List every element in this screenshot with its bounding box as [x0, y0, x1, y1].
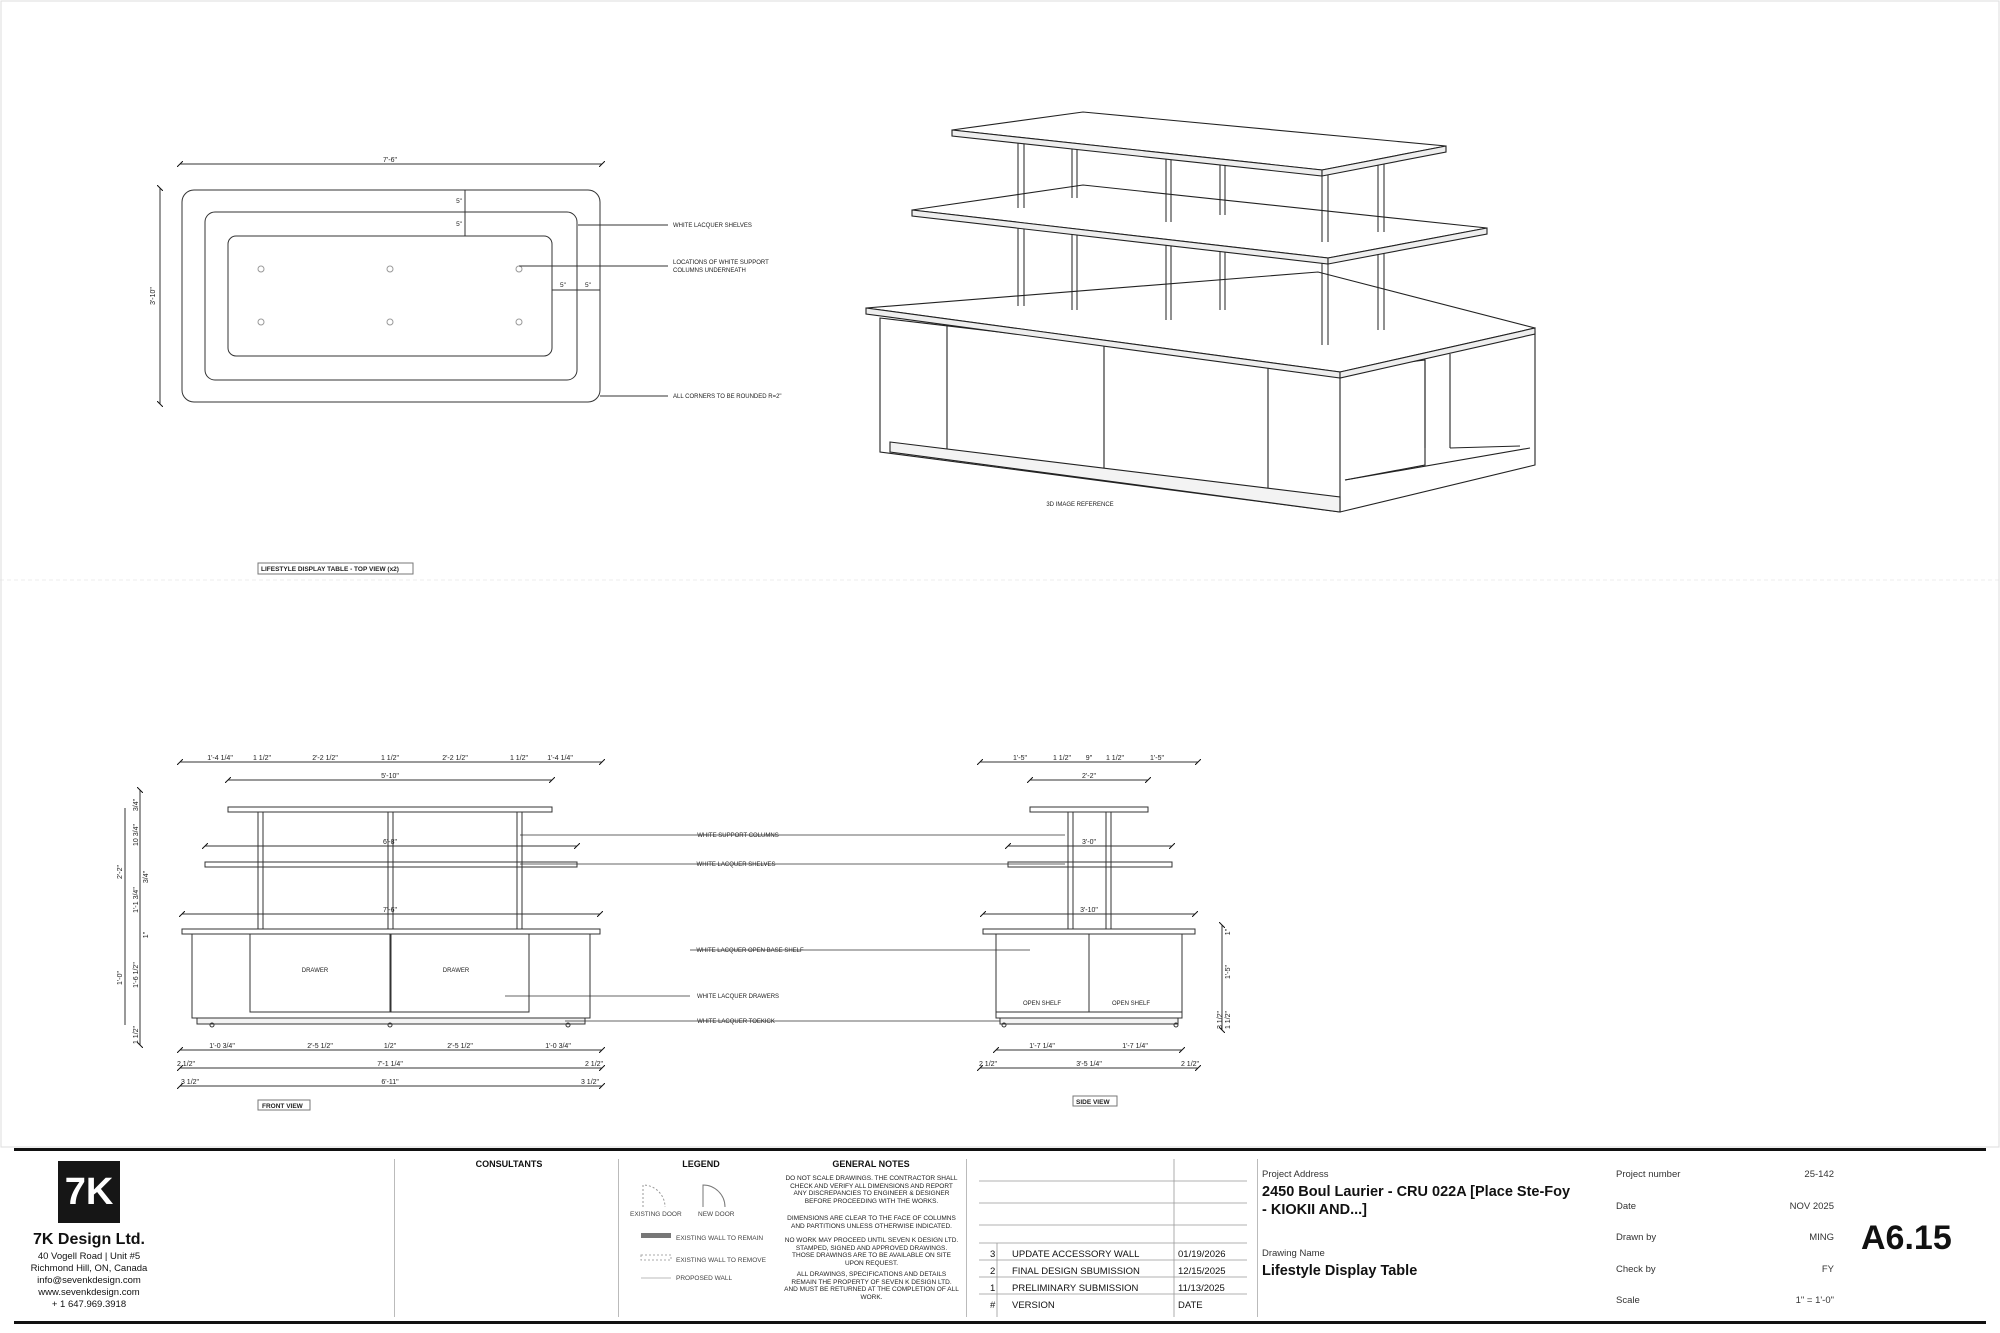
front-bottom-dim-2: 2'-5 1/2" [307, 1043, 333, 1050]
callout-shelves: WHITE LACQUER SHELVES [673, 223, 752, 229]
rev-header-desc: VERSION [1012, 1300, 1055, 1311]
rev-2-date: 12/15/2025 [1178, 1266, 1226, 1277]
side-shelf-width-1: 2'-2" [1082, 773, 1096, 780]
side-top-dim-4: 1 1/2" [1105, 755, 1125, 762]
legend-label: LEGEND [682, 1159, 720, 1169]
front-overall-6: 3 1/2" [580, 1079, 600, 1086]
dim-offset-4: 5" [585, 282, 591, 289]
front-left-dim-3: 3/4" [143, 870, 150, 884]
date-label: Date [1616, 1201, 1637, 1212]
dim-width: 7'-6" [383, 157, 397, 164]
front-left-dim-1: 3/4" [133, 798, 140, 812]
side-top-dim-1: 1'-5" [1013, 755, 1027, 762]
drawn-by-label: Drawn by [1616, 1232, 1657, 1243]
rev-1-desc: PRELIMINARY SUBMISSION [1012, 1283, 1139, 1294]
dim-offset-3: 5" [560, 282, 566, 289]
front-left-dim-8: 1'-6 1/2" [133, 962, 140, 988]
dim-offset-1: 5" [456, 198, 462, 205]
front-bottom-dim-1: 1'-0 3/4" [209, 1043, 235, 1050]
side-bottom-dim-1: 1'-7 1/4" [1029, 1043, 1055, 1050]
side-view-title: SIDE VIEW [1076, 1099, 1110, 1106]
legend-wall-remove: EXISTING WALL TO REMOVE [676, 1257, 766, 1264]
side-bottom-dim-4: 3'-5 1/4" [1076, 1061, 1102, 1068]
general-notes-label: GENERAL NOTES [832, 1159, 910, 1169]
iso-view [866, 112, 1535, 512]
front-left-dim-9: 1 1/2" [133, 1025, 140, 1045]
legend-symbols [639, 1177, 749, 1287]
company-name: 7K Design Ltd. [32, 1231, 145, 1248]
front-left-dim-2: 10 3/4" [133, 824, 140, 846]
side-bottom-dim-2: 1'-7 1/4" [1122, 1043, 1148, 1050]
front-overall-3: 2 1/2" [584, 1061, 604, 1068]
company-address [14, 1251, 164, 1311]
address-phone: + 1 647.969.3918 [51, 1299, 127, 1310]
side-bottom-dim-3: 2 1/2" [978, 1061, 998, 1068]
front-overall-2: 7'-1 1/4" [377, 1061, 403, 1068]
front-left-dim-6: 1" [143, 931, 150, 939]
consultants-label: CONSULTANTS [475, 1159, 543, 1169]
drawing-name: Lifestyle Display Table [1262, 1263, 1418, 1279]
side-top-dim-3: 9" [1085, 755, 1093, 762]
rev-3-num: 3 [990, 1249, 996, 1260]
open-shelf-label-1: OPEN SHELF [1022, 1001, 1062, 1007]
front-view-labels [117, 755, 604, 1110]
top-view [160, 164, 668, 574]
front-left-dim-5: 1'-1 3/4" [133, 887, 140, 913]
check-by-value: FY [1821, 1264, 1834, 1275]
rev-3-date: 01/19/2026 [1178, 1249, 1226, 1260]
top-view-labels [150, 157, 782, 573]
note-3: NO WORK MAY PROCEED UNTIL SEVEN K DESIGN LTD. STAMPED, SIGNED AND APPROVED DRAWINGS. THOSE DRAWINGS ARE TO BE AVAILABLE ON SITE UPON REQUEST. [784, 1237, 959, 1267]
legend-existing-door: EXISTING DOOR [630, 1211, 682, 1218]
rev-header-date: DATE [1178, 1300, 1203, 1311]
front-top-dim-2: 1 1/2" [252, 755, 272, 762]
side-top-dim-2: 1 1/2" [1052, 755, 1072, 762]
front-left-dim-7: 1'-0" [117, 971, 124, 985]
callout-columns-2: COLUMNS UNDERNEATH [673, 268, 746, 274]
note-4: ALL DRAWINGS, SPECIFICATIONS AND DETAILS REMAIN THE PROPERTY OF SEVEN K DESIGN LTD. AND MUST BE RETURNED AT THE COMPLETION OF ALL WORK. [784, 1271, 959, 1301]
front-view-title: FRONT VIEW [262, 1103, 303, 1110]
front-bottom-dim-5: 1'-0 3/4" [545, 1043, 571, 1050]
check-by-label: Check by [1616, 1264, 1656, 1275]
company-logo: 7K [58, 1161, 120, 1223]
project-number-label: Project number [1616, 1169, 1681, 1180]
callout-columns-1: LOCATIONS OF WHITE SUPPORT [673, 260, 769, 266]
front-top-dim-5: 2'-2 1/2" [442, 755, 468, 762]
side-right-dim-2: 1'-5" [1225, 965, 1232, 979]
revision-grid [969, 1159, 1249, 1319]
front-overall-1: 2 1/2" [176, 1061, 196, 1068]
address-email: info@sevenkdesign.com [37, 1275, 141, 1286]
legend-wall-remain: EXISTING WALL TO REMAIN [676, 1235, 764, 1242]
legend-proposed-wall: PROPOSED WALL [676, 1275, 733, 1282]
front-shelf-width-3: 7'-6" [383, 907, 397, 914]
front-bottom-dim-4: 2'-5 1/2" [447, 1043, 473, 1050]
drawn-by-value: MING [1809, 1232, 1834, 1243]
side-view [980, 762, 1222, 1106]
note-2: DIMENSIONS ARE CLEAR TO THE FACE OF COLUMNS AND PARTITIONS UNLESS OTHERWISE INDICATED. [787, 1215, 956, 1230]
front-bottom-dim-3: 1/2" [383, 1043, 397, 1050]
rev-1-num: 1 [990, 1283, 996, 1294]
callout-drawers: WHITE LACQUER DRAWERS [696, 994, 780, 1000]
rev-1-date: 11/13/2025 [1178, 1283, 1225, 1294]
project-address-label: Project Address [1262, 1169, 1329, 1180]
front-top-dim-6: 1 1/2" [509, 755, 529, 762]
front-top-dim-4: 1 1/2" [380, 755, 400, 762]
project-address-cont: - KIOKII AND...] [1262, 1202, 1367, 1218]
callout-toekick: WHITE LACQUER TOEKICK [697, 1019, 775, 1025]
front-left-dim-4: 2'-2" [117, 865, 124, 879]
mid-callout-labels [696, 833, 804, 1025]
drawing-name-label: Drawing Name [1262, 1248, 1325, 1259]
side-shelf-width-2: 3'-0" [1082, 839, 1096, 846]
front-top-dim-3: 2'-2 1/2" [312, 755, 338, 762]
date-value: NOV 2025 [1789, 1201, 1834, 1212]
top-view-title: LIFESTYLE DISPLAY TABLE - TOP VIEW (x2) [261, 566, 399, 573]
address-line-2: Richmond Hill, ON, Canada [30, 1263, 148, 1274]
front-shelf-width-2: 6'-8" [383, 839, 397, 846]
callout-open-base-shelf: WHITE LACQUER OPEN BASE SHELF [696, 948, 804, 954]
front-overall-4: 3 1/2" [180, 1079, 200, 1086]
scale-value: 1" = 1'-0" [1795, 1295, 1834, 1306]
scale-label: Scale [1616, 1295, 1640, 1306]
dim-offset-2: 5" [456, 221, 462, 228]
drawer-label-2: DRAWER [442, 968, 470, 974]
rev-header-num: # [990, 1300, 996, 1311]
title-block [14, 1148, 1986, 1324]
side-bottom-dim-5: 2 1/2" [1180, 1061, 1200, 1068]
drawer-label-1: DRAWER [301, 968, 329, 974]
mid-callouts [505, 835, 1065, 1021]
sheet-number: A6.15 [1861, 1219, 1952, 1257]
callout-corners: ALL CORNERS TO BE ROUNDED R=2" [673, 394, 782, 400]
callout-support-columns: WHITE SUPPORT COLUMNS [697, 833, 779, 839]
front-top-dim-1: 1'-4 1/4" [207, 755, 233, 762]
front-overall-5: 6'-11" [381, 1079, 399, 1086]
iso-view-title: 3D IMAGE REFERENCE [1046, 502, 1114, 508]
dim-depth: 3'-10" [150, 287, 157, 305]
side-top-dim-5: 1'-5" [1150, 755, 1164, 762]
side-right-dim-4: 3 1/2" [1217, 1010, 1224, 1030]
address-website: www.sevenkdesign.com [38, 1287, 140, 1298]
rev-3-desc: UPDATE ACCESSORY WALL [1012, 1249, 1140, 1260]
note-1: DO NOT SCALE DRAWINGS. THE CONTRACTOR SHALL CHECK AND VERIFY ALL DIMENSIONS AND REPORT ANY DISCREPANCIES TO ENGINEER & DESIGNER BEFORE PROCEEDING WITH THE WORKS. [785, 1175, 958, 1205]
front-view [125, 762, 602, 1110]
rev-2-desc: FINAL DESIGN SBUMISSION [1012, 1266, 1140, 1277]
callout-lacquer-shelves: WHITE LACQUER SHELVES [696, 862, 776, 868]
front-shelf-width-1: 5'-10" [381, 773, 399, 780]
side-view-labels [979, 755, 1232, 1106]
project-address: 2450 Boul Laurier - CRU 022A [Place Ste-Foy [1262, 1184, 1571, 1200]
rev-2-num: 2 [990, 1266, 996, 1277]
side-right-dim-3: 1 1/2" [1225, 1010, 1232, 1030]
side-right-dim-1: 1" [1225, 928, 1232, 936]
open-shelf-label-2: OPEN SHELF [1111, 1001, 1151, 1007]
front-top-dim-7: 1'-4 1/4" [547, 755, 573, 762]
project-number-value: 25-142 [1804, 1169, 1834, 1180]
address-line-1: 40 Vogell Road | Unit #5 [37, 1251, 141, 1262]
legend-new-door: NEW DOOR [698, 1211, 735, 1218]
side-shelf-width-3: 3'-10" [1080, 907, 1098, 914]
